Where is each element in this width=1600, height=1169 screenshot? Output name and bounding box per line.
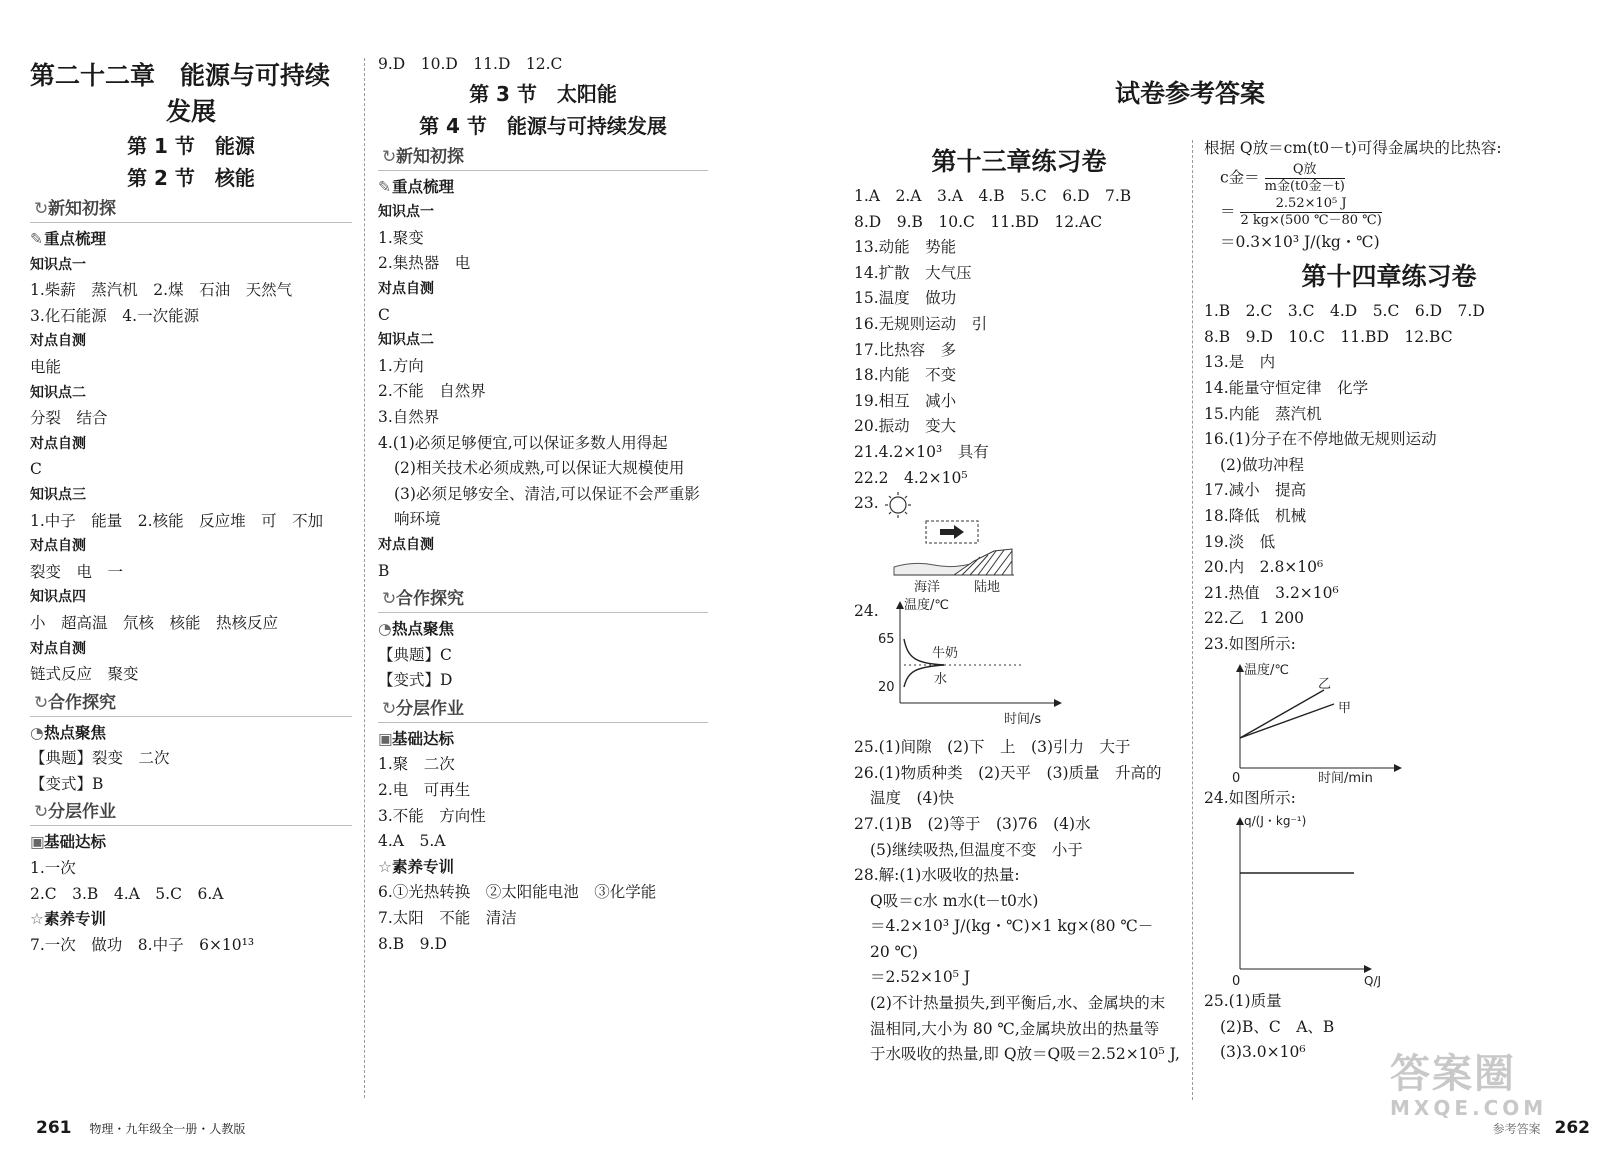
x-axis-label: Q/J [1364, 974, 1382, 989]
answer-line: 【典题】裂变 二次 [30, 749, 170, 768]
self-test-label: 对点自测 [378, 280, 434, 297]
answer-line: 响环境 [394, 510, 441, 529]
answer-line: 14.扩散 大气压 [854, 263, 972, 282]
answer-line: 13.动能 势能 [854, 238, 957, 257]
section-title: 第 4 节 能源与可持续发展 [419, 113, 667, 138]
answer-line: 28.解:(1)水吸收的热量: [854, 866, 1020, 885]
y-axis-label: q/(J・kg⁻¹) [1244, 814, 1307, 829]
answer-line: 26.(1)物质种类 (2)天平 (3)质量 升高的 [854, 763, 1162, 782]
band-heading: ↻分层作业 [30, 799, 352, 826]
answer-line: 18.降低 机械 [1204, 506, 1307, 525]
answer-line: 20.振动 变大 [854, 417, 957, 436]
knowledge-point: 知识点二 [30, 384, 86, 401]
x-axis-arrow [1054, 699, 1062, 707]
answer-line: 21.4.2×10³ 具有 [854, 442, 989, 461]
fraction [1265, 162, 1345, 195]
answer-line: (3)必须足够安全、清洁,可以保证不会严重影 [394, 484, 700, 503]
footer-text: 参考答案 [1492, 1122, 1541, 1136]
answer-line: 电能 [30, 357, 62, 376]
fraction [1240, 196, 1381, 229]
knowledge-point: 知识点四 [30, 589, 86, 606]
answer-line: 21.热值 3.2×10⁶ [1204, 583, 1339, 602]
answer-line: 2.C 3.B 4.A 5.C 6.A [30, 884, 224, 903]
answer-line: 2.电 可再生 [378, 781, 471, 800]
answer-line: 16.无规则运动 引 [854, 314, 988, 333]
answer-line: 27.(1)B (2)等于 (3)76 (4)水 [854, 814, 1091, 833]
y-axis-arrow [896, 601, 904, 609]
water-label: 水 [934, 672, 948, 688]
right-column-1 [854, 140, 1184, 1068]
answer-line: 【变式】D [378, 671, 453, 690]
answer-line: 1.一次 [30, 859, 76, 878]
chapter-title: 第二十二章 能源与可持续 [30, 61, 331, 90]
chapter-paper-title: 第十四章练习卷 [1301, 262, 1477, 292]
chapter-title-cont: 发展 [165, 97, 216, 126]
y-axis-arrow [1236, 664, 1244, 672]
answer-line: 8.B 9.D 10.C 11.BD 12.BC [1204, 327, 1453, 346]
sub-heading: ▣基础达标 [30, 830, 352, 856]
star-icon: ☆ [30, 910, 44, 929]
answer-line: 于水吸收的热量,即 Q放＝Q吸＝2.52×10⁵ J, [870, 1045, 1180, 1064]
answer-line: C [30, 460, 42, 479]
section-title: 第 1 节 能源 [127, 134, 255, 158]
sea-land-breeze-figure [854, 491, 1184, 595]
sea-land-diagram [854, 491, 1054, 595]
chart-q24 [854, 595, 1184, 735]
page-footer [1420, 1118, 1590, 1138]
section-title: 第 2 节 核能 [127, 166, 255, 190]
arrow-icon: ↻ [34, 199, 49, 219]
fraction-denominator: m金(t0金－t) [1264, 178, 1345, 194]
answer-line: 1.A 2.A 3.A 4.B 5.C 6.D 7.B [854, 187, 1132, 205]
answer-line: 【典题】C [378, 645, 452, 664]
answer-line: 20.内 2.8×10⁶ [1204, 558, 1324, 577]
answer-line: 1.柴薪 蒸汽机 2.煤 石油 天然气 [30, 281, 293, 300]
answer-line: 8.D 9.B 10.C 11.BD 12.AC [854, 212, 1103, 231]
answer-line: 2.不能 自然界 [378, 382, 486, 401]
answer-line: (2)做功冲程 [1220, 455, 1304, 474]
right-column-2 [1204, 136, 1574, 1066]
answer-line: 7.一次 做功 8.中子 6×10¹³ [30, 935, 255, 954]
answer-line: B [378, 561, 390, 580]
series-label-jia: 甲 [1338, 700, 1352, 716]
lock-icon: ▣ [378, 729, 393, 748]
formula-line [1204, 162, 1574, 196]
fraction-numerator: Q放 [1265, 162, 1345, 179]
chart-q23-svg [1214, 658, 1414, 786]
y-axis-label: 温度/℃ [1244, 662, 1289, 678]
answer-line: ＝4.2×10³ J/(kg・℃)×1 kg×(80 ℃－ [870, 917, 1154, 936]
right-page [830, 0, 1600, 1169]
answer-line: 1.聚 二次 [378, 755, 455, 774]
sun-icon [885, 492, 911, 518]
origin-label: 0 [1232, 974, 1241, 990]
answer-line: ＝2.52×10⁵ J [870, 968, 971, 987]
answer-line: 8.B 9.D [378, 934, 447, 953]
arrow-right-icon [940, 525, 964, 539]
answer-line: 3.自然界 [378, 407, 440, 426]
sub-heading: ◔热点聚焦 [378, 617, 708, 643]
pen-icon: ✎ [30, 230, 43, 248]
paper-title: 试卷参考答案 [1114, 79, 1265, 108]
arrow-icon: ↻ [34, 692, 49, 713]
knowledge-point: 知识点二 [378, 332, 434, 349]
page-footer [36, 1118, 245, 1138]
self-test-label: 对点自测 [30, 435, 86, 452]
watermark-logo: 答案圈 MXQE.COM [1390, 1051, 1548, 1120]
fraction-numerator: 2.52×10⁵ J [1240, 196, 1381, 213]
answer-line: 9.D 10.D 11.D 12.C [378, 55, 563, 73]
y-axis-label: 温度/℃ [904, 598, 949, 614]
column-divider [1192, 140, 1193, 1100]
flame-icon: ◔ [30, 723, 44, 742]
answer-line: 23.如图所示: [1204, 634, 1296, 653]
y-tick-label: 65 [878, 632, 895, 648]
self-test-label: 对点自测 [30, 538, 86, 555]
answer-line: 4.A 5.A [378, 832, 446, 851]
series-line-yi [1240, 690, 1324, 738]
question-number: 24. [854, 602, 879, 621]
self-test-label: 对点自测 [30, 640, 86, 657]
answer-line: 1.方向 [378, 356, 424, 375]
sub-heading: ✎重点梳理 [378, 175, 708, 201]
answer-line: Q吸＝c水 m水(t－t0水) [870, 891, 1039, 910]
answer-line: 分裂 结合 [30, 409, 108, 428]
formula-lhs: c金＝ [1220, 168, 1260, 187]
page-number: 262 [1554, 1118, 1590, 1138]
answer-line: 13.是 内 [1204, 353, 1276, 372]
series-label-yi: 乙 [1318, 676, 1332, 692]
star-icon: ☆ [378, 857, 392, 876]
answer-line: 3.化石能源 4.一次能源 [30, 306, 200, 325]
arrow-icon: ↻ [382, 589, 397, 610]
answer-line: 25.(1)质量 [1204, 992, 1282, 1011]
answer-line: 2.集热器 电 [378, 254, 471, 273]
answer-line: 温相同,大小为 80 ℃,金属块放出的热量等 [870, 1019, 1160, 1038]
answer-line: 1.中子 能量 2.核能 反应堆 可 不加 [30, 511, 324, 530]
answer-line: (3)3.0×10⁶ [1220, 1043, 1306, 1062]
answer-line: 6.①光热转换 ②太阳能电池 ③化学能 [378, 883, 657, 902]
self-test-label: 对点自测 [30, 333, 86, 350]
equals-sign: ＝ [1220, 202, 1236, 221]
answer-line: 17.比热容 多 [854, 340, 957, 359]
x-axis-arrow [1364, 965, 1372, 973]
sub-heading: ✎重点梳理 [30, 227, 352, 253]
answer-line: (2)相关技术必须成熟,可以保证大规模使用 [394, 459, 685, 478]
left-column-2 [378, 52, 708, 957]
answer-line: 裂变 电 一 [30, 562, 124, 581]
y-axis-arrow [1236, 817, 1244, 825]
answer-line: (2)B、C A、B [1220, 1017, 1335, 1036]
answer-line: (5)继续吸热,但温度不变 小于 [870, 840, 1083, 859]
section-title: 第 3 节 太阳能 [469, 81, 617, 106]
chapter-paper-title: 第十三章练习卷 [931, 147, 1107, 176]
answer-line: 1.聚变 [378, 228, 424, 247]
flame-icon: ◔ [378, 620, 392, 639]
sub-heading: ☆素养专训 [30, 907, 352, 933]
knowledge-point: 知识点一 [30, 256, 86, 273]
x-axis-label: 时间/min [1318, 770, 1373, 786]
answer-line: 19.淡 低 [1204, 532, 1276, 551]
sea-label: 海洋 [914, 580, 941, 596]
column-divider [364, 58, 365, 1098]
y-tick-label: 20 [878, 680, 895, 696]
answer-line: 小 超高温 氘核 核能 热核反应 [30, 613, 279, 632]
knowledge-point: 知识点三 [30, 486, 86, 503]
footer-text: 物理・九年级全一册・人教版 [89, 1122, 246, 1136]
answer-line: 22.乙 1 200 [1204, 609, 1305, 628]
answer-line: 22.2 4.2×10⁵ [854, 468, 968, 487]
page-number: 261 [36, 1118, 72, 1138]
self-test-label: 对点自测 [378, 536, 434, 553]
answer-line: 4.(1)必须足够便宜,可以保证多数人用得起 [378, 433, 668, 452]
answer-line: 链式反应 聚变 [30, 665, 139, 684]
answer-line: 1.B 2.C 3.C 4.D 5.C 6.D 7.D [1204, 302, 1485, 321]
chart-q24b-svg [1214, 811, 1414, 989]
band-heading: ↻合作探究 [30, 690, 352, 717]
left-page [0, 0, 780, 1169]
answer-line: 24.如图所示: [1204, 788, 1296, 807]
milk-label: 牛奶 [932, 646, 959, 662]
band-heading: ↻合作探究 [378, 586, 708, 613]
answer-line: 15.温度 做功 [854, 289, 957, 308]
answer-line: C [378, 305, 390, 324]
arrow-icon: ↻ [34, 802, 49, 823]
band-heading: ↻新知初探 [378, 144, 708, 171]
fraction-denominator: 2 kg×(500 ℃－80 ℃) [1240, 212, 1382, 228]
land-label: 陆地 [974, 580, 1001, 596]
pen-icon: ✎ [378, 177, 391, 196]
series-line-jia [1240, 704, 1334, 738]
chart-q24-svg [854, 595, 1074, 735]
answer-line: 16.(1)分子在不停地做无规则运动 [1204, 430, 1437, 449]
arrow-icon: ↻ [382, 146, 397, 167]
sub-heading: ▣基础达标 [378, 727, 708, 753]
answer-line: 【变式】B [30, 774, 104, 793]
answer-line: ＝0.3×10³ J/(kg・℃) [1220, 232, 1380, 251]
answer-line: 19.相互 减小 [854, 391, 957, 410]
answer-line: 3.不能 方向性 [378, 806, 486, 825]
left-column-1 [30, 58, 352, 958]
lock-icon: ▣ [30, 833, 45, 852]
answer-line: 18.内能 不变 [854, 366, 957, 385]
answer-line: 25.(1)间隙 (2)下 上 (3)引力 大于 [854, 738, 1131, 757]
answer-line: 根据 Q放＝cm(t0－t)可得金属块的比热容: [1204, 139, 1502, 157]
answer-line: 14.能量守恒定律 化学 [1204, 378, 1369, 397]
band-heading: ↻新知初探 [30, 196, 352, 223]
answer-line: 7.太阳 不能 清洁 [378, 909, 517, 928]
answer-line: 20 ℃) [870, 942, 919, 961]
knowledge-point: 知识点一 [378, 204, 434, 221]
arrow-icon: ↻ [382, 698, 397, 719]
answer-line: (2)不计热量损失,到平衡后,水、金属块的末 [870, 994, 1166, 1013]
band-heading: ↻分层作业 [378, 696, 708, 723]
answer-line: 温度 (4)快 [870, 789, 954, 808]
sub-heading: ☆素养专训 [378, 855, 708, 881]
sub-heading: ◔热点聚焦 [30, 721, 352, 747]
question-number: 23. [854, 494, 879, 513]
formula-line [1204, 196, 1574, 230]
x-axis-label: 时间/s [1004, 712, 1042, 728]
answer-line: 15.内能 蒸汽机 [1204, 404, 1322, 423]
origin-label: 0 [1232, 770, 1241, 786]
x-axis-arrow [1394, 764, 1402, 772]
answer-line: 17.减小 提高 [1204, 481, 1307, 500]
